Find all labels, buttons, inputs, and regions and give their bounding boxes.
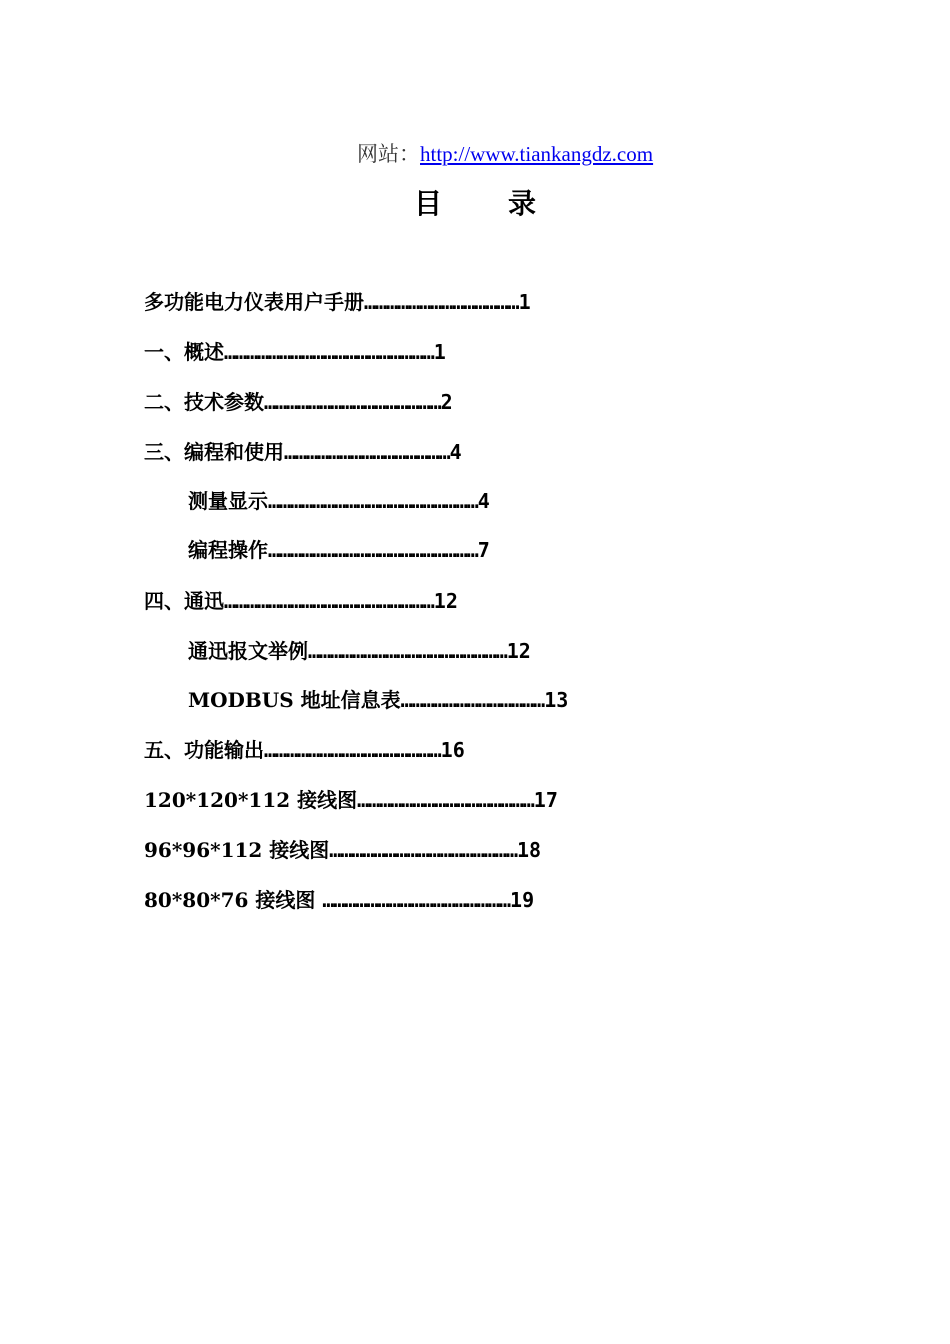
toc-entry-label: 一、概述 bbox=[144, 340, 224, 364]
toc-entry-label: 96*96*112 接线图 bbox=[144, 838, 330, 862]
toc-entry[interactable] bbox=[144, 435, 462, 469]
toc-entry-label: 通迅报文举例 bbox=[188, 639, 308, 663]
toc-entry-label: 编程操作 bbox=[188, 538, 268, 562]
toc-entry-leader: ……………………………………………… bbox=[308, 639, 507, 663]
website-line bbox=[357, 138, 653, 168]
toc-entry[interactable] bbox=[188, 533, 490, 567]
toc-entry-leader: ………………………………………………… bbox=[268, 489, 478, 513]
toc-entry[interactable] bbox=[144, 733, 465, 767]
toc-title-char-2: 录 bbox=[508, 187, 537, 220]
toc-entry-page: 18 bbox=[517, 838, 542, 862]
toc-entry-page: 4 bbox=[477, 489, 490, 513]
toc-entry-leader: ……………………………………… bbox=[284, 440, 450, 464]
toc-entry-label: 三、编程和使用 bbox=[144, 440, 284, 464]
toc-entry-label: 二、技术参数 bbox=[144, 390, 264, 414]
toc-entry-label: 120*120*112 接线图 bbox=[144, 788, 358, 812]
website-link[interactable]: http://www.tiankangdz.com bbox=[420, 142, 654, 166]
toc-entry[interactable] bbox=[144, 285, 531, 319]
toc-entry-page: 16 bbox=[440, 738, 465, 762]
toc-entry-page: 12 bbox=[506, 639, 531, 663]
toc-entry-leader: ………………………………… bbox=[400, 688, 545, 712]
toc-entry-label: 五、功能输出 bbox=[144, 738, 264, 762]
toc-entry-leader: ………………………………………………… bbox=[224, 340, 434, 364]
toc-entry[interactable] bbox=[144, 883, 534, 917]
toc-entry-leader: …………………………………… bbox=[364, 290, 519, 314]
toc-entry[interactable] bbox=[188, 634, 531, 668]
toc-entry[interactable] bbox=[144, 584, 458, 618]
toc-entry-leader: ………………………………………… bbox=[264, 738, 441, 762]
toc-entry-page: 4 bbox=[449, 440, 462, 464]
toc-entry-label: MODBUS 地址信息表 bbox=[188, 688, 401, 712]
toc-entry-leader: ………………………………………………… bbox=[224, 589, 434, 613]
toc-entry[interactable] bbox=[188, 683, 568, 717]
toc-entry[interactable] bbox=[144, 833, 541, 867]
toc-entry[interactable] bbox=[188, 484, 490, 518]
toc-entry[interactable] bbox=[144, 335, 446, 369]
website-label: 网站： bbox=[357, 142, 420, 166]
toc-entry-leader: ………………………………………………… bbox=[268, 538, 478, 562]
toc-entry-leader: …………………………………………… bbox=[322, 888, 511, 912]
toc-title bbox=[0, 182, 950, 222]
toc-entry-leader: ………………………………………… bbox=[264, 390, 441, 414]
toc-entry-page: 7 bbox=[477, 538, 490, 562]
toc-entry-leader: …………………………………………… bbox=[329, 838, 517, 862]
toc-entry-leader: ………………………………………… bbox=[357, 788, 534, 812]
toc-entry-page: 1 bbox=[433, 340, 446, 364]
toc-entry-page: 13 bbox=[544, 688, 569, 712]
toc-title-char-1: 目 bbox=[413, 187, 442, 220]
toc-entry-label: 80*80*76 接线图 bbox=[144, 888, 323, 912]
toc-entry-label: 四、通迅 bbox=[144, 589, 224, 613]
toc-entry-label: 测量显示 bbox=[188, 489, 268, 513]
toc-entry-label: 多功能电力仪表用户手册 bbox=[144, 290, 364, 314]
toc-entry-page: 17 bbox=[533, 788, 558, 812]
toc-entry-page: 19 bbox=[510, 888, 535, 912]
toc-entry-page: 2 bbox=[440, 390, 453, 414]
toc-entry[interactable] bbox=[144, 385, 453, 419]
toc-entry[interactable] bbox=[144, 783, 558, 817]
toc-entry-page: 1 bbox=[518, 290, 531, 314]
toc-entry-page: 12 bbox=[433, 589, 458, 613]
